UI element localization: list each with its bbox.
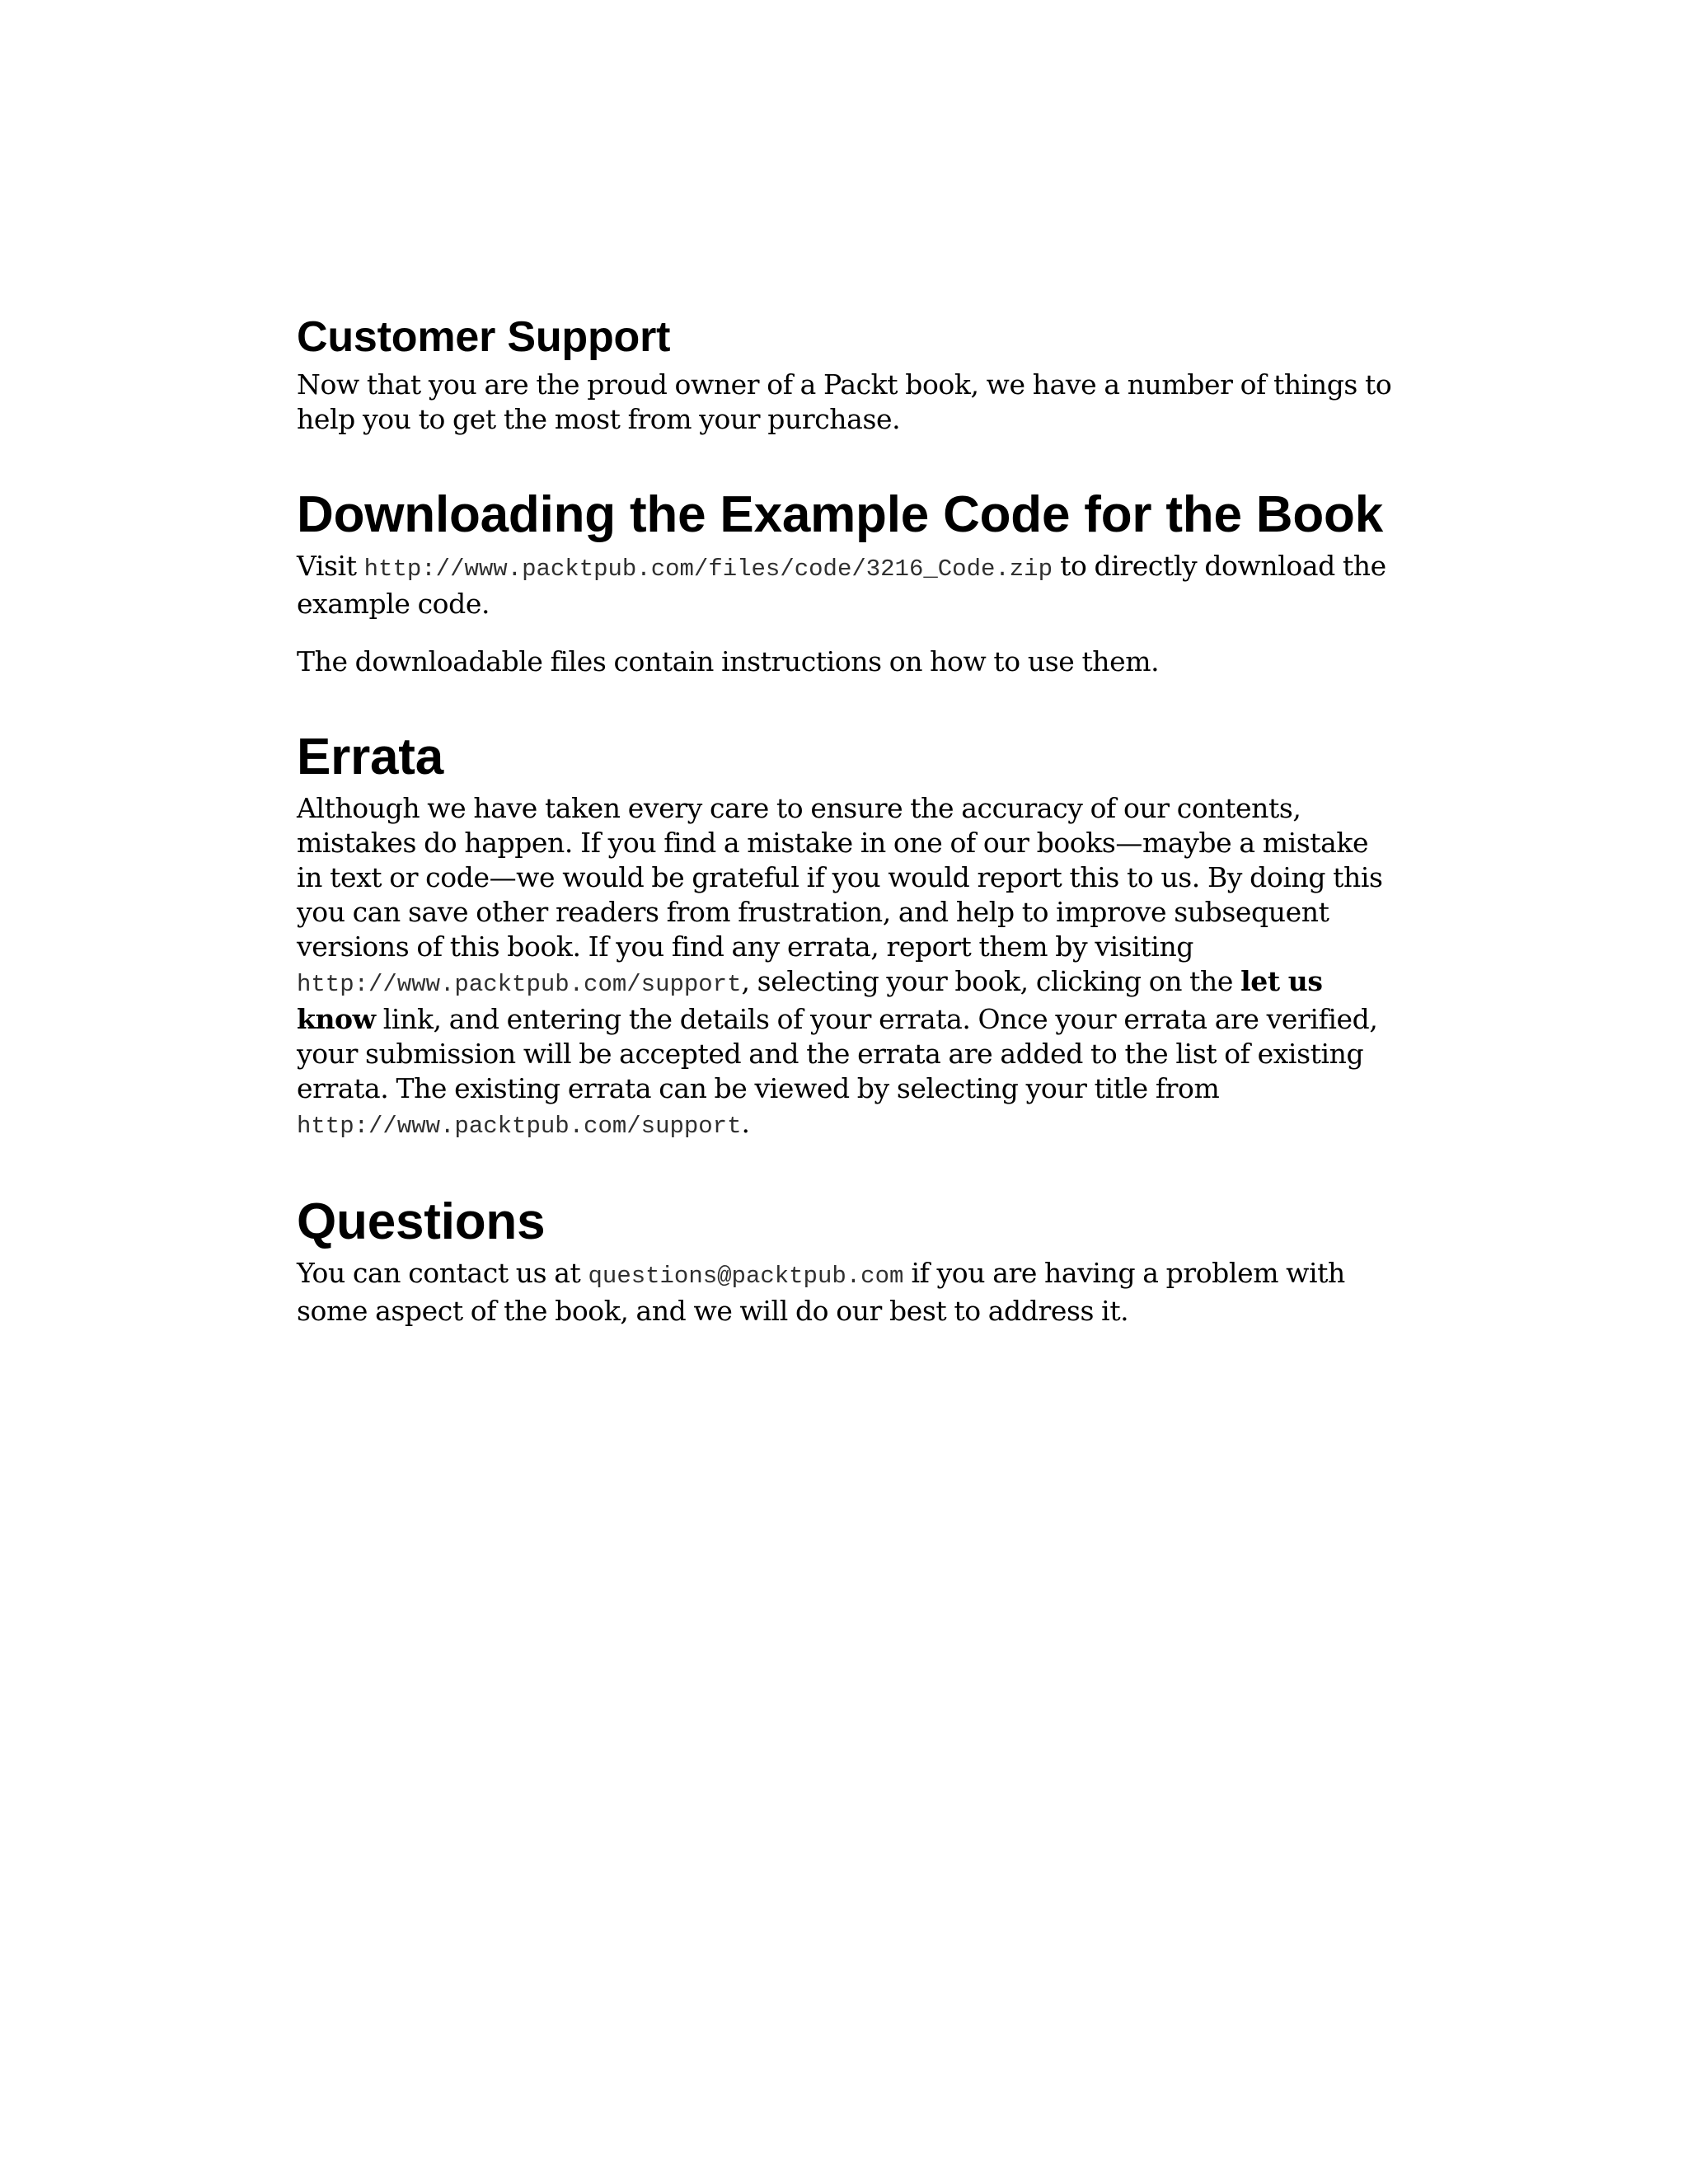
questions-contact-text: You can contact us at [297,1257,588,1289]
section-errata [297,724,1393,1144]
downloading-paragraph-2: The downloadable files contain instructions on how to use them. [297,645,1160,677]
questions-rest-text: if you are having a problem with some aspect of the book, and we will do our best to address it. [297,1257,1345,1327]
example-code-url: http://www.packtpub.com/files/code/3216_Code.zip [363,555,1053,583]
section-questions [297,1188,1393,1329]
support-url-2: http://www.packtpub.com/support [297,1113,742,1140]
downloading-directly-text: to directly download the example code. [297,550,1386,620]
errata-paragraph [297,791,1393,1144]
errata-text-2: , selecting your book, clicking on the [741,965,1241,997]
section-customer-support [297,307,1393,437]
questions-email: questions@packtpub.com [588,1263,904,1290]
section-downloading-example-code [297,481,1393,679]
customer-support-paragraph: Now that you are the proud owner of a Packt book, we have a number of things to help you to get the most from your purchase. [297,368,1392,435]
questions-paragraph [297,1256,1393,1329]
errata-text-1: Although we have taken every care to ensure the accuracy of our contents, mistakes do happen. If you find a mistake in one of our books—maybe a mistake in text or code—we would be grateful if you would report this to us. By doing this you can save other readers from frustration, and help to improve subsequent versions of this book. If you find any errata, report them by visiting [297,792,1383,963]
customer-support-heading: Customer Support [297,313,671,361]
let-us-know-link-text: let us know [297,965,1323,1035]
downloading-visit-text: Visit [297,550,364,582]
downloading-paragraph-1 [297,549,1393,621]
support-url-1: http://www.packtpub.com/support [297,971,742,998]
questions-heading: Questions [297,1193,546,1250]
page-content [297,307,1393,1329]
downloading-heading: Downloading the Example Code for the Book [297,486,1383,543]
errata-text-3: link, and entering the details of your errata. Once your errata are verified, your submission will be accepted and the errata are added to the list of existing errata. The existing errata can be viewed by selecting your title from [297,1003,1378,1104]
errata-text-4: . [741,1107,750,1139]
errata-heading: Errata [297,729,444,785]
